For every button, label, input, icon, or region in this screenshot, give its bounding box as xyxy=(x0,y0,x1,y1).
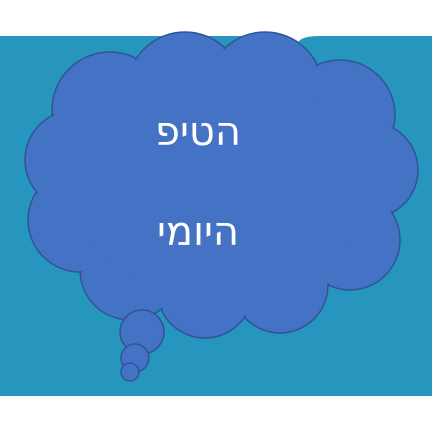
thought-tail xyxy=(120,310,164,381)
tip-title-line2: היומי xyxy=(156,209,240,255)
tip-title-line1: הטיפ xyxy=(155,109,241,155)
